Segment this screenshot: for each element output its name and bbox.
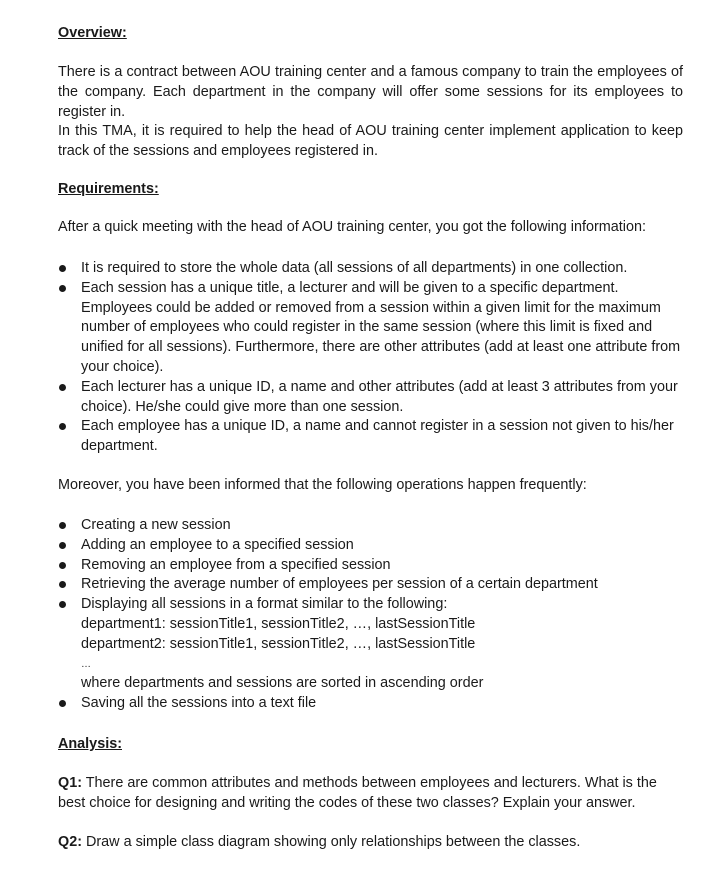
- bullet-icon: [59, 581, 66, 588]
- operations-list: [58, 516, 687, 714]
- list-item: Adding an employee to a specified session: [58, 536, 687, 556]
- question-label: Q1:: [58, 775, 82, 791]
- format-ellipsis: …: [81, 658, 91, 670]
- question-label: Q2:: [58, 834, 82, 850]
- overview-paragraph: In this TMA, it is required to help the head of AOU training center implement application to keep track of the sessions and employees registered in.: [58, 123, 683, 160]
- bullet-icon: [59, 542, 66, 549]
- list-item: It is required to store the whole data (all sessions of all departments) in one collection.: [58, 259, 687, 279]
- bullet-icon: [59, 423, 66, 430]
- bullet-icon: [59, 265, 66, 272]
- question-1: [58, 774, 683, 814]
- requirements-heading: Requirements:: [58, 181, 159, 197]
- bullet-icon: [59, 384, 66, 391]
- requirements-list: [58, 259, 687, 457]
- question-2: [58, 833, 683, 853]
- bullet-icon: [59, 601, 66, 608]
- bullet-icon: [59, 562, 66, 569]
- bullet-icon: [59, 700, 66, 707]
- overview-heading: Overview:: [58, 25, 127, 41]
- list-item: Removing an employee from a specified session: [58, 556, 687, 576]
- question-text: There are common attributes and methods between employees and lecturers. What is the best choice for designing and writing the codes of these two classes? Explain your answer.: [58, 775, 657, 811]
- list-item: Saving all the sessions into a text file: [58, 694, 687, 714]
- format-line: department1: sessionTitle1, sessionTitle2, …, lastSessionTitle: [81, 615, 476, 632]
- bullet-icon: [59, 285, 66, 292]
- list-item: Displaying all sessions in a format similar to the following: department1: sessionTitle1, sessionTitle2, …, lastSessionTitle department2: sessionTitle1, sessionTitle2, …, lastSessionTitle … where departments and sessions are sorted in ascending order: [58, 595, 687, 694]
- format-line: department2: sessionTitle1, sessionTitle2, …, lastSessionTitle: [81, 635, 476, 652]
- analysis-heading: Analysis:: [58, 736, 122, 752]
- list-item: Creating a new session: [58, 516, 687, 536]
- requirements-intro: After a quick meeting with the head of AOU training center, you got the following information:: [58, 219, 646, 235]
- list-item: Each employee has a unique ID, a name and cannot register in a session not given to his/her department.: [58, 417, 687, 457]
- overview-paragraph: There is a contract between AOU training center and a famous company to train the employees of the company. Each department in the company will offer some sessions for its employees to register in.: [58, 64, 683, 120]
- question-text: Draw a simple class diagram showing only relationships between the classes.: [82, 834, 581, 850]
- list-item: Each session has a unique title, a lecturer and will be given to a specific department. Employees could be added or removed from a session within a given limit for the maximum number of employees who could register in the same session (where this limit is fixed and unified for all sessions). Furthermore, there are other attributes (add at least one attribute from your choice).: [58, 279, 687, 378]
- operations-intro: Moreover, you have been informed that the following operations happen frequently:: [58, 477, 587, 493]
- list-item: Retrieving the average number of employees per session of a certain department: [58, 575, 687, 595]
- bullet-icon: [59, 522, 66, 529]
- list-item: Each lecturer has a unique ID, a name and other attributes (add at least 3 attributes from your choice). He/she could give more than one session.: [58, 378, 687, 418]
- overview-text: [58, 63, 683, 162]
- format-note: where departments and sessions are sorted in ascending order: [81, 675, 484, 692]
